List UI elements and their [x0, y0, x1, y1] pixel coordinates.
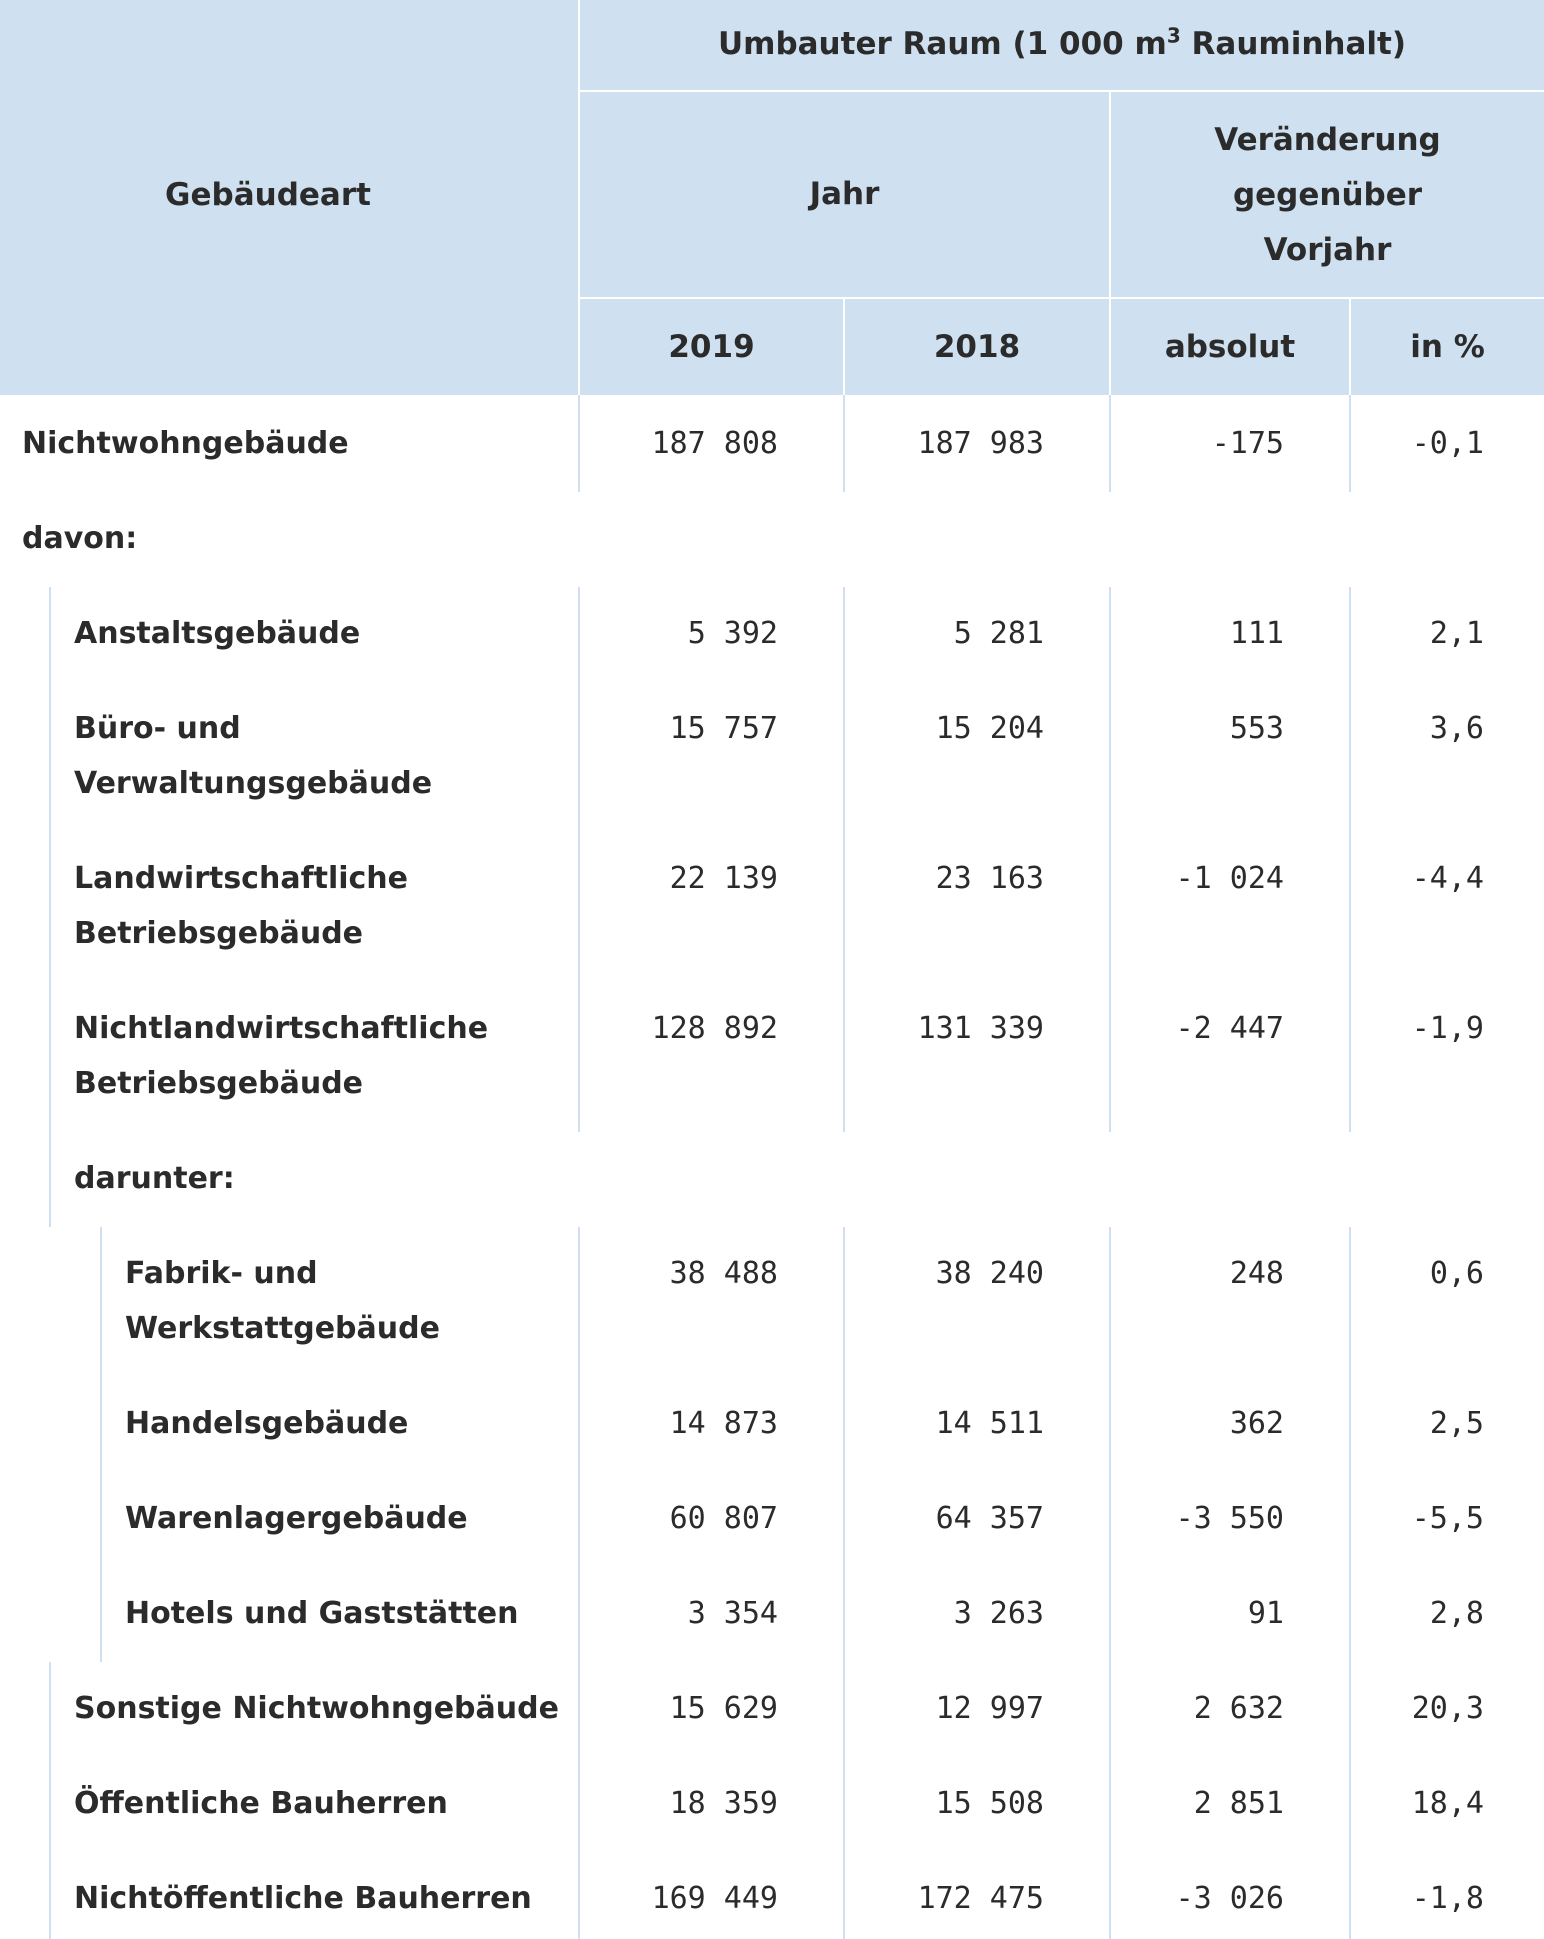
value-2018: 172 475: [917, 1881, 1044, 1916]
indent-guide: [100, 1227, 102, 1662]
value-2018: 38 240: [935, 1256, 1044, 1291]
value-percent: -5,5: [1411, 1501, 1484, 1536]
row-label: Büro- und Verwaltungsgebäude: [74, 711, 433, 801]
row-label: Hotels und Gaststätten: [125, 1596, 519, 1631]
value-2018: 23 163: [935, 861, 1044, 896]
value-percent: 2,1: [1429, 616, 1484, 651]
group-label-darunter: darunter:: [74, 1161, 235, 1196]
value-absolut: -1 024: [1175, 861, 1284, 896]
row-label: Anstaltsgebäude: [74, 616, 361, 651]
value-2019: 15 629: [669, 1691, 778, 1726]
value-2019: 5 392: [687, 616, 778, 651]
value-absolut: -3 026: [1175, 1881, 1284, 1916]
header-absolut: absolut: [1164, 328, 1296, 365]
value-absolut: -175: [1211, 426, 1284, 461]
row-label: Nichtlandwirtschaftliche Betriebsgebäude: [74, 1011, 489, 1101]
value-percent: 2,8: [1429, 1596, 1484, 1631]
column-line: [578, 1227, 580, 1939]
value-percent: 3,6: [1429, 711, 1484, 746]
value-absolut: -3 550: [1175, 1501, 1284, 1536]
value-2018: 131 339: [917, 1011, 1044, 1046]
value-2019: 18 359: [669, 1786, 778, 1821]
value-2018: 187 983: [917, 426, 1044, 461]
column-line: [1349, 1227, 1351, 1939]
value-2019: 169 449: [651, 1881, 778, 1916]
value-percent: -1,8: [1411, 1881, 1484, 1916]
value-absolut: -2 447: [1175, 1011, 1284, 1046]
row-label: Handelsgebäude: [125, 1406, 409, 1441]
value-2018: 15 508: [935, 1786, 1044, 1821]
indent-guide: [49, 1662, 51, 1939]
row-label: Nichtöffentliche Bauherren: [74, 1881, 532, 1916]
value-absolut: 2 632: [1193, 1691, 1284, 1726]
value-absolut: 248: [1229, 1256, 1284, 1291]
value-2019: 128 892: [651, 1011, 778, 1046]
value-2019: 14 873: [669, 1406, 778, 1441]
value-2019: 60 807: [669, 1501, 778, 1536]
group-label-davon: davon:: [22, 521, 138, 556]
row-label: Öffentliche Bauherren: [74, 1786, 448, 1821]
column-line: [578, 395, 580, 492]
value-percent: -4,4: [1411, 861, 1484, 896]
value-2019: 38 488: [669, 1256, 778, 1291]
value-2018: 14 511: [935, 1406, 1044, 1441]
value-percent: 20,3: [1411, 1691, 1484, 1726]
value-2019: 187 808: [651, 426, 778, 461]
row-label: Nichtwohngebäude: [22, 426, 349, 461]
value-percent: -0,1: [1411, 426, 1484, 461]
row-label: Sonstige Nichtwohngebäude: [74, 1691, 559, 1726]
value-2018: 12 997: [935, 1691, 1044, 1726]
value-2018: 64 357: [935, 1501, 1044, 1536]
value-absolut: 111: [1229, 616, 1284, 651]
value-2018: 3 263: [953, 1596, 1044, 1631]
header-veraenderung: Veränderung gegenüber Vorjahr: [1214, 121, 1441, 268]
column-line: [1109, 1227, 1111, 1939]
column-line: [843, 587, 845, 1132]
value-2018: 5 281: [953, 616, 1044, 651]
header-umbauter-raum: Umbauter Raum (1 000 $m^3$ Rauminhalt): [717, 23, 1407, 62]
value-2019: 22 139: [669, 861, 778, 896]
column-line: [843, 1227, 845, 1939]
value-2019: 3 354: [687, 1596, 778, 1631]
row-label: Landwirtschaftliche Betriebsgebäude: [74, 861, 409, 951]
header-jahr: Jahr: [809, 176, 880, 212]
value-2018: 15 204: [935, 711, 1044, 746]
value-percent: -1,9: [1411, 1011, 1484, 1046]
value-absolut: 553: [1229, 711, 1284, 746]
column-line: [578, 587, 580, 1132]
value-percent: 2,5: [1429, 1406, 1484, 1441]
row-label: Warenlagergebäude: [125, 1501, 468, 1536]
header-2018: 2018: [933, 328, 1021, 365]
value-percent: 0,6: [1429, 1256, 1484, 1291]
value-percent: 18,4: [1411, 1786, 1484, 1821]
value-absolut: 91: [1247, 1596, 1284, 1631]
row-label: Fabrik- und Werkstattgebäude: [125, 1256, 440, 1346]
header-gebaeudeart: Gebäudeart: [165, 176, 371, 213]
header-2019: 2019: [668, 328, 755, 365]
indent-guide: [49, 587, 51, 1227]
value-2019: 15 757: [669, 711, 778, 746]
column-line: [843, 395, 845, 492]
header-in-prozent: in %: [1410, 328, 1485, 365]
value-absolut: 2 851: [1193, 1786, 1284, 1821]
value-absolut: 362: [1229, 1406, 1284, 1441]
